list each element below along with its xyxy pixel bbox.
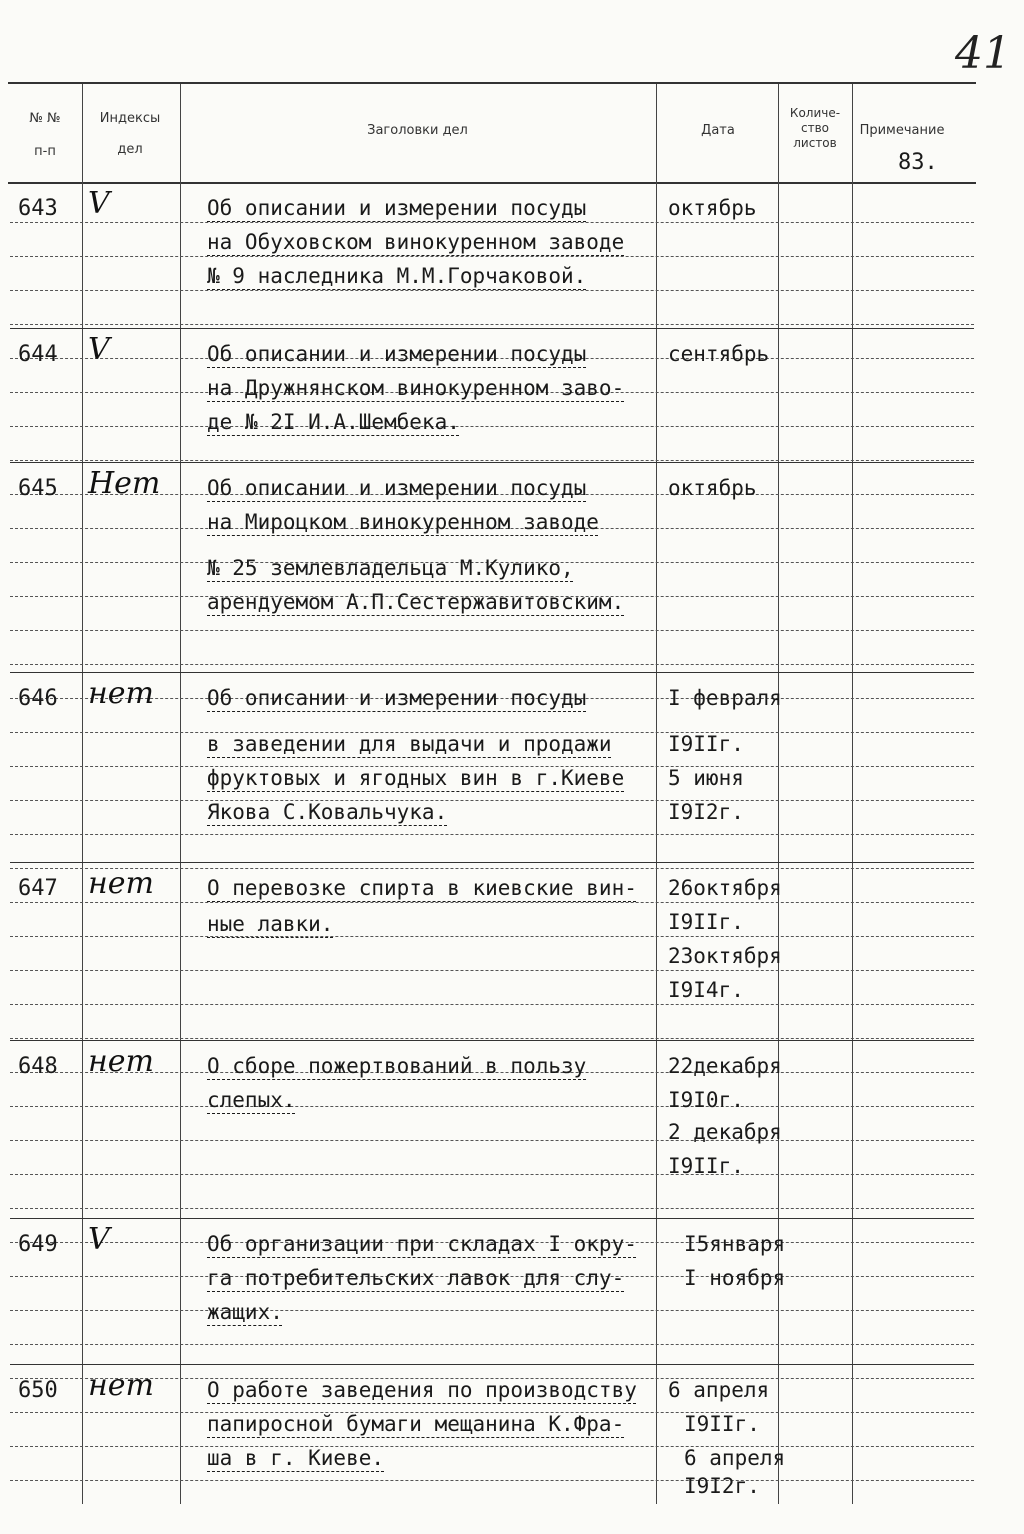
title-line: папиросной бумаги мещанина К.Фра- <box>207 1412 625 1436</box>
entry-separator <box>10 862 974 863</box>
title-line: О перевозке спирта в киевские вин- <box>207 876 637 900</box>
ruled-line <box>10 460 974 461</box>
title-line: О сборе пожертвований в пользу <box>207 1054 587 1078</box>
title-line: на Дружнянском винокуренном заво- <box>207 376 625 400</box>
date-line: I9IIг. <box>668 732 744 756</box>
col-line-date <box>656 84 657 1504</box>
entry-number: 643 <box>18 196 58 221</box>
ruled-line <box>10 1446 974 1447</box>
index-mark: V <box>88 1222 110 1257</box>
header-top-rule <box>8 82 976 84</box>
entry-separator <box>10 1218 974 1219</box>
ruled-line <box>10 970 974 971</box>
ruled-line <box>10 834 974 835</box>
entry-number: 649 <box>18 1232 58 1257</box>
date-line: I5января <box>684 1232 786 1256</box>
title-line: № 9 наследника М.М.Горчаковой. <box>207 264 587 288</box>
date-line: октябрь <box>668 196 757 220</box>
ruled-line <box>10 222 974 223</box>
ruled-line <box>10 426 974 427</box>
title-line: Об описании и измерении посуды <box>207 196 587 220</box>
entry-separator <box>10 462 974 463</box>
index-mark: нет <box>88 1044 154 1079</box>
ruled-line <box>10 868 974 869</box>
title-line: слепых. <box>207 1088 296 1112</box>
entry-separator <box>10 1364 974 1365</box>
entry-number: 646 <box>18 686 58 711</box>
ruled-line <box>10 1140 974 1141</box>
date-line: 23октября <box>668 944 782 968</box>
title-line: на Обуховском винокуренном заводе <box>207 230 625 254</box>
title-line: Якова С.Ковальчука. <box>207 800 448 824</box>
title-line: Об описании и измерении посуды <box>207 342 587 366</box>
entry-number: 644 <box>18 342 58 367</box>
header-count-line3: листов <box>793 136 837 150</box>
ruled-line <box>10 324 974 325</box>
date-line: I9I4г. <box>668 978 744 1002</box>
col-line-count <box>778 84 779 1504</box>
header-bottom-rule <box>8 182 976 184</box>
header-index <box>85 110 175 158</box>
ruled-line <box>10 800 974 801</box>
entry-separator <box>10 328 974 329</box>
header-index-line1: Индексы <box>99 111 161 126</box>
date-line: 6 апреля <box>684 1446 786 1470</box>
ruled-line <box>10 290 974 291</box>
ruled-line <box>10 1174 974 1175</box>
date-line: I9I2г. <box>684 1474 760 1498</box>
date-line: I февраля <box>668 686 782 710</box>
title-line: фруктовых и ягодных вин в г.Киеве <box>207 766 625 790</box>
header-count-line2: ство <box>800 121 829 135</box>
date-line: 2 декабря <box>668 1120 782 1144</box>
title-line: на Мироцком винокуренном заводе <box>207 510 599 534</box>
index-mark: нет <box>88 866 154 901</box>
entry-separator <box>10 1040 974 1041</box>
date-line: 5 июня <box>668 766 744 790</box>
ruled-line <box>10 1106 974 1107</box>
ruled-line <box>10 630 974 631</box>
title-line: в заведении для выдачи и продажи <box>207 732 612 756</box>
date-line: I ноября <box>684 1266 786 1290</box>
title-line: де № 2I И.А.Шембека. <box>207 410 460 434</box>
date-line: 22декабря <box>668 1054 782 1078</box>
title-line: Об организации при складах I окру- <box>207 1232 637 1256</box>
date-line: I9I0г. <box>668 1088 744 1112</box>
note-value: 83. <box>898 150 938 175</box>
date-line: I9IIг. <box>668 910 744 934</box>
title-line: ные лавки. <box>207 912 334 936</box>
ruled-line <box>10 664 974 665</box>
header-num-line2: п-п <box>34 144 56 159</box>
ruled-line <box>10 256 974 257</box>
header-title: Заголовки дел <box>367 123 468 138</box>
title-line: ша в г. Киеве. <box>207 1446 385 1470</box>
title-line: Об описании и измерении посуды <box>207 476 587 500</box>
header-count <box>778 106 852 151</box>
title-line: О работе заведения по производству <box>207 1378 637 1402</box>
header-num-line1: № № <box>29 111 61 126</box>
date-line: I9IIг. <box>668 1154 744 1178</box>
index-mark: Нет <box>88 466 161 501</box>
date-line: I9IIг. <box>684 1412 760 1436</box>
index-mark: V <box>88 186 110 221</box>
entry-number: 650 <box>18 1378 58 1403</box>
entry-separator <box>10 672 974 673</box>
index-mark: нет <box>88 676 154 711</box>
title-line: жащих. <box>207 1300 283 1324</box>
entry-number: 648 <box>18 1054 58 1079</box>
title-line: № 25 землевладельца М.Кулико, <box>207 556 574 580</box>
ruled-line <box>10 936 974 937</box>
ruled-line <box>10 1038 974 1039</box>
header-num <box>10 110 80 160</box>
page-number: 41 <box>955 28 1011 79</box>
header-date: Дата <box>701 123 735 138</box>
entry-number: 647 <box>18 876 58 901</box>
header-note: Примечание <box>859 123 945 138</box>
title-line: арендуемом А.П.Сестержавитовским. <box>207 590 625 614</box>
index-mark: нет <box>88 1368 154 1403</box>
index-mark: V <box>88 332 110 367</box>
date-line: I9I2г. <box>668 800 744 824</box>
date-line: сентябрь <box>668 342 770 366</box>
ruled-line <box>10 902 974 903</box>
entry-number: 645 <box>18 476 58 501</box>
col-line-note <box>852 84 853 1504</box>
col-line-index <box>82 84 83 1504</box>
date-line: октябрь <box>668 476 757 500</box>
ruled-line <box>10 1480 974 1481</box>
date-line: 26октября <box>668 876 782 900</box>
col-line-title <box>180 84 181 1504</box>
ruled-line <box>10 1208 974 1209</box>
title-line: га потребительских лавок для слу- <box>207 1266 625 1290</box>
header-index-line2: дел <box>117 142 143 157</box>
ruled-line <box>10 1310 974 1311</box>
ruled-line <box>10 1004 974 1005</box>
header-count-line1: Количе- <box>789 106 841 120</box>
ruled-line <box>10 1344 974 1345</box>
title-line: Об описании и измерении посуды <box>207 686 587 710</box>
date-line: 6 апреля <box>668 1378 770 1402</box>
